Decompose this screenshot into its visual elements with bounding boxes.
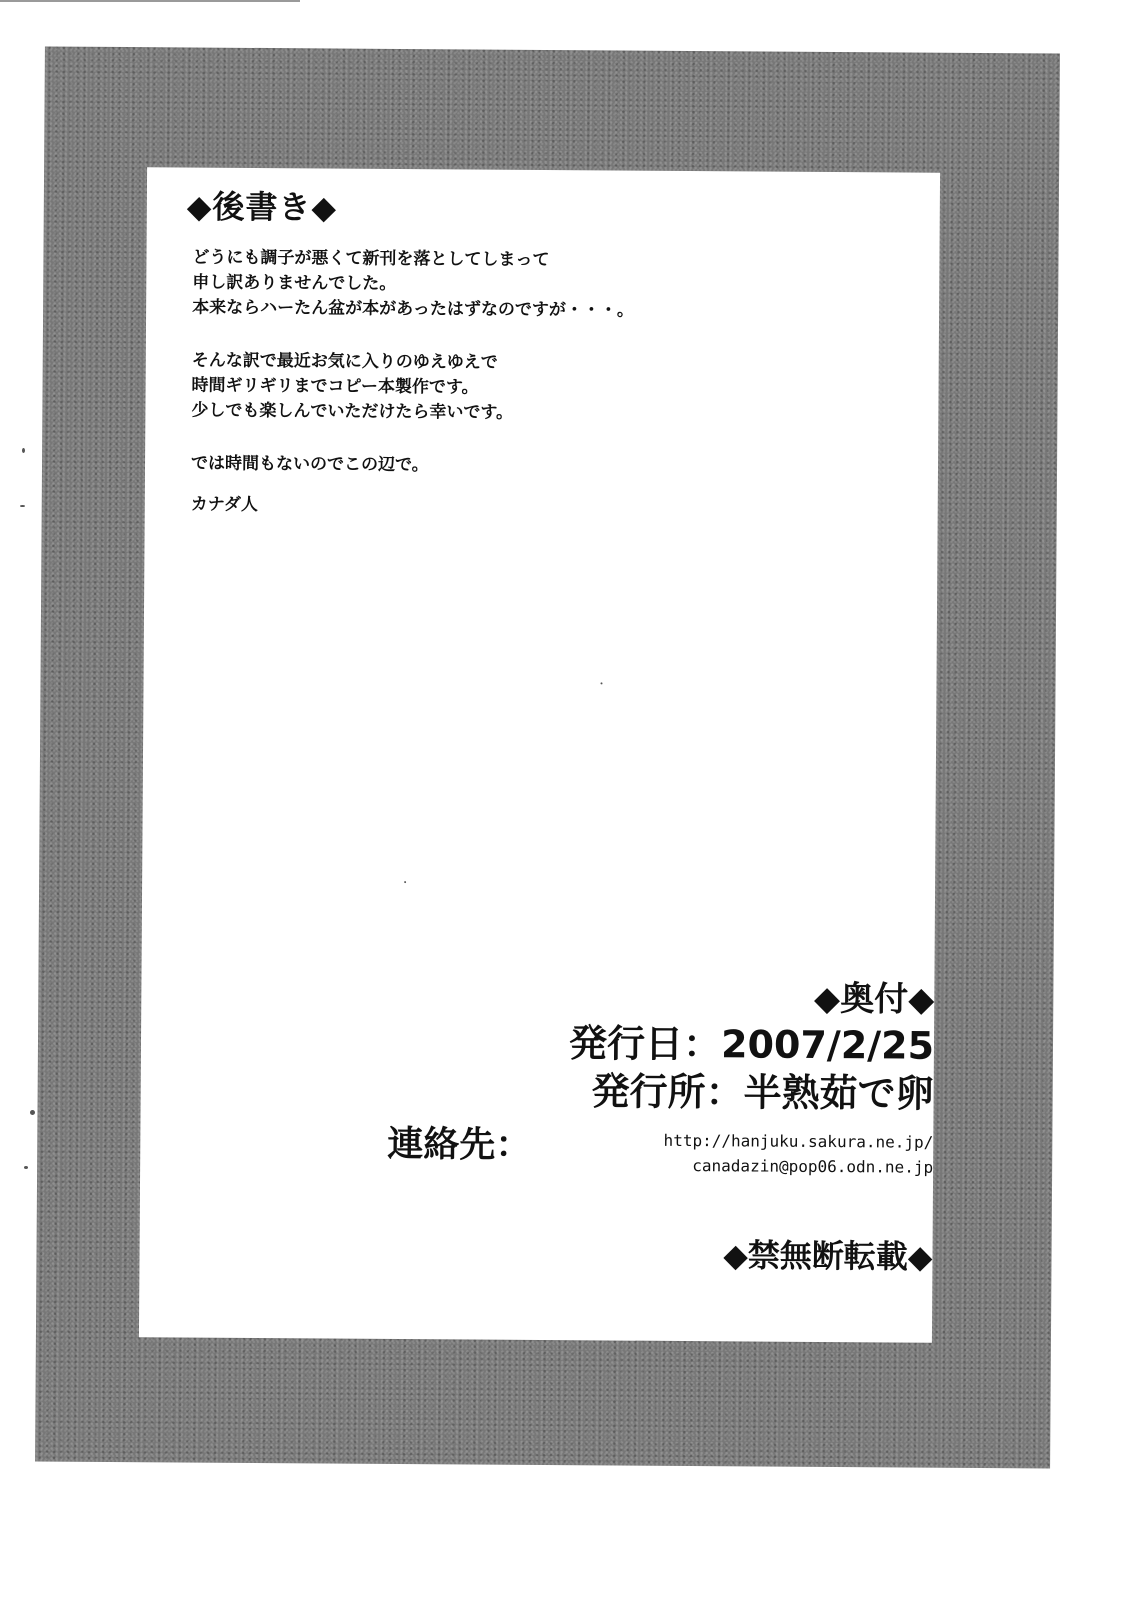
scan-speck [30, 1110, 35, 1115]
afterword-heading: ◆後書き◆ [186, 187, 338, 227]
publisher: 発行所：半熟茹で卵 [591, 1069, 934, 1116]
afterword-paragraph [191, 349, 892, 429]
author-signature: カナダ人 [190, 494, 258, 516]
contact-url-link[interactable]: http://hanjuku.sakura.ne.jp/ [663, 1130, 934, 1152]
colophon-heading: ◆奥付◆ [813, 978, 935, 1020]
afterword-line: そんな訳で最近お気に入りのゆえゆえで [191, 350, 498, 373]
contact-label: 連絡先： [387, 1123, 532, 1166]
afterword-line: 本来ならハーたん盆が本があったはずなのですが・・・。 [192, 297, 635, 321]
scan-speck [20, 505, 25, 507]
scan-speck [22, 448, 25, 453]
colophon [372, 974, 934, 1278]
reprint-notice: ◆禁無断転載◆ [723, 1236, 933, 1276]
scan-speck [24, 1166, 28, 1169]
afterword-paragraph [192, 246, 893, 326]
afterword-line: 少しでも楽しんでいただけたら幸いです。 [191, 400, 514, 423]
scan-speck [600, 682, 602, 684]
page-sheet [139, 167, 940, 1343]
afterword-body [191, 246, 893, 510]
contact-values [663, 1128, 933, 1180]
issue-date: 発行日：2007/2/25 [568, 1021, 935, 1068]
afterword-line: では時間もないのでこの辺で。 [190, 453, 429, 476]
scan-edge-line [0, 0, 300, 2]
contact-row [373, 1116, 934, 1200]
afterword-line: どうにも調子が悪くて新刊を落としてしまって [192, 247, 550, 271]
afterword-paragraph [191, 452, 891, 482]
afterword-line: 時間ギリギリまでコピー本製作です。 [191, 375, 479, 398]
contact-email-link[interactable]: canadazin@pop06.odn.ne.jp [692, 1156, 934, 1177]
scan-speck [404, 881, 406, 883]
afterword-line: 申し訳ありませんでした。 [192, 272, 397, 294]
